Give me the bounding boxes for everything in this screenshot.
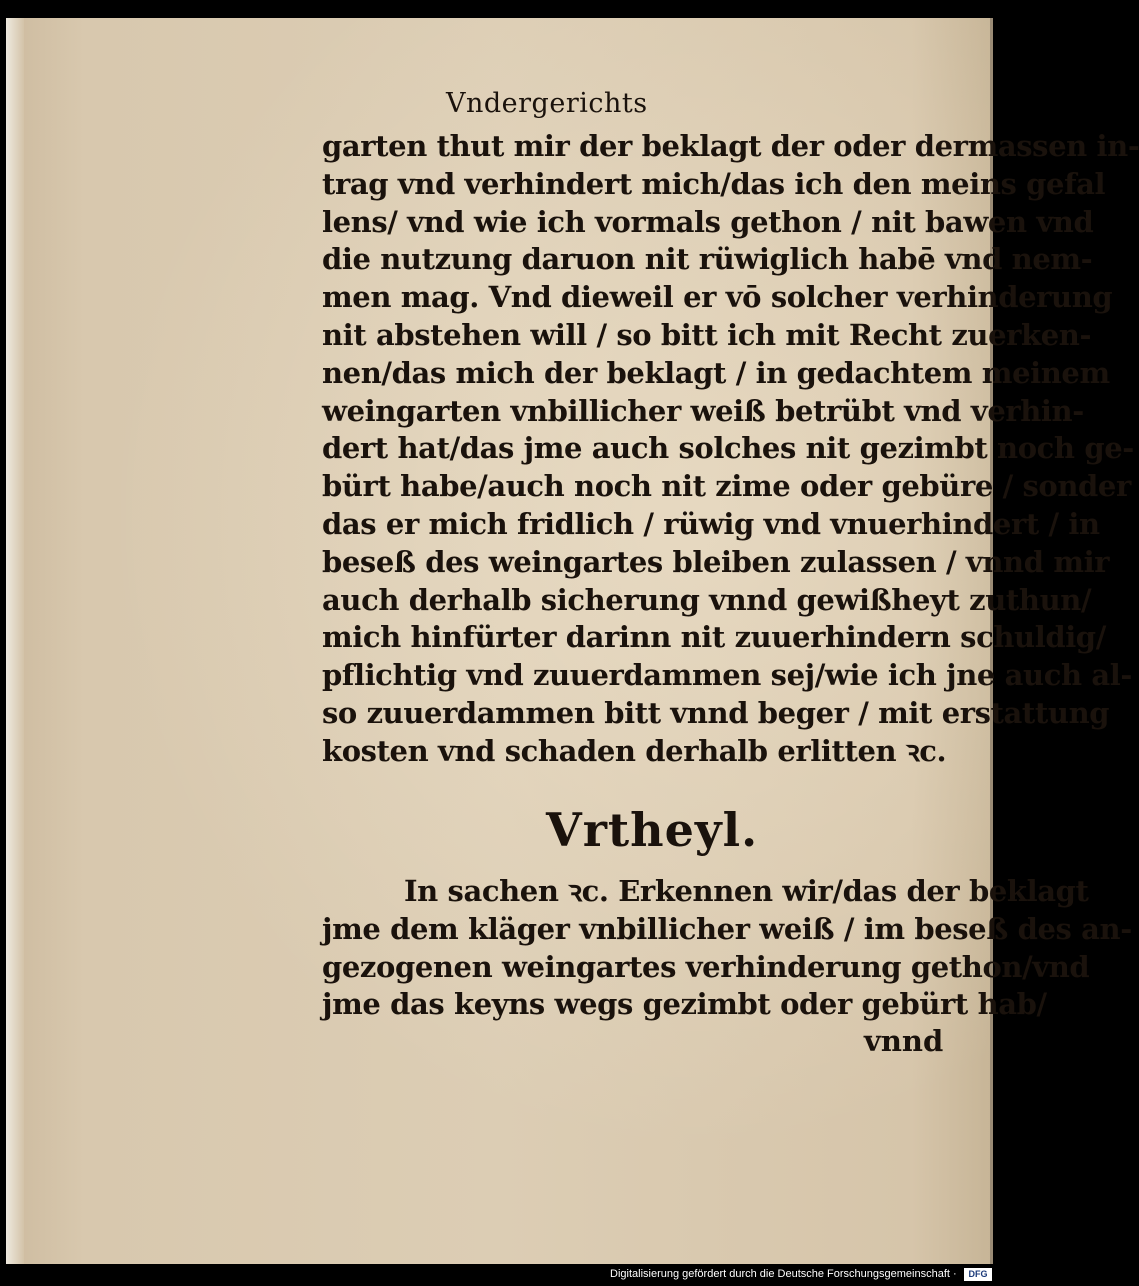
text-line: so zuuerdammen bitt vnnd beger / mit erstattung (322, 695, 1110, 730)
text-line: das er mich fridlich / rüwig vnd vnuerhindert / in (322, 506, 1100, 541)
text-line: bürt habe/auch noch nit zime oder gebüre / sonder (322, 469, 1131, 504)
text-line: lens/ vnd wie ich vormals gethon / nit bawen vnd (322, 204, 1094, 239)
book-page (6, 18, 1139, 1264)
text-line: trag vnd verhindert mich/das ich den meins gefal (322, 166, 1106, 201)
running-title: Vndergerichts (446, 88, 648, 119)
body-text-block (322, 128, 1139, 771)
digitization-credit: Digitalisierung gefördert durch die Deutsche Forschungsgemeinschaft · (610, 1268, 957, 1280)
text-line: beseß des weingartes bleiben zulassen / vnnd mir (322, 544, 1110, 579)
text-line: nen/das mich der beklagt / in gedachtem meinem (322, 355, 1110, 390)
catchword: vnnd (864, 1024, 944, 1058)
verdict-line: gezogenen weingartes verhinderung gethon/vnd (322, 949, 1090, 984)
section-heading: Vrtheyl. (546, 803, 759, 857)
text-line-last: kosten vnd schaden derhalb erlitten ꝛc. (322, 733, 947, 768)
text-line: garten thut mir der beklagt der oder dermassen in- (322, 129, 1139, 163)
dfg-logo: DFG (964, 1268, 992, 1281)
text-line: weingarten vnbillicher weiß betrübt vnd verhin- (322, 393, 1084, 428)
text-line: men mag. Vnd dieweil er vō solcher verhinderung (322, 280, 1113, 315)
text-line: nit abstehen will / so bitt ich mit Recht zuerken- (322, 317, 1092, 352)
text-line: auch derhalb sicherung vnnd gewißheyt zuthun/ (322, 582, 1092, 617)
verdict-line: In sachen ꝛc. Erkennen wir/das der beklagt (404, 874, 1089, 908)
verdict-line: jme dem kläger vnbillicher weiß / im beseß des an- (322, 911, 1132, 946)
text-line: dert hat/das jme auch solches nit gezimbt noch ge- (322, 431, 1134, 466)
verdict-line: jme das keyns wegs gezimbt oder gebürt hab/ (322, 987, 1047, 1022)
text-line: mich hinfürter darinn nit zuuerhindern schuldig/ (322, 620, 1106, 655)
text-line: pflichtig vnd zuuerdammen sej/wie ich jne auch al- (322, 658, 1132, 693)
verdict-text-block (322, 873, 1132, 1024)
text-line: die nutzung daruon nit rüwiglich habē vnd nem- (322, 242, 1093, 277)
